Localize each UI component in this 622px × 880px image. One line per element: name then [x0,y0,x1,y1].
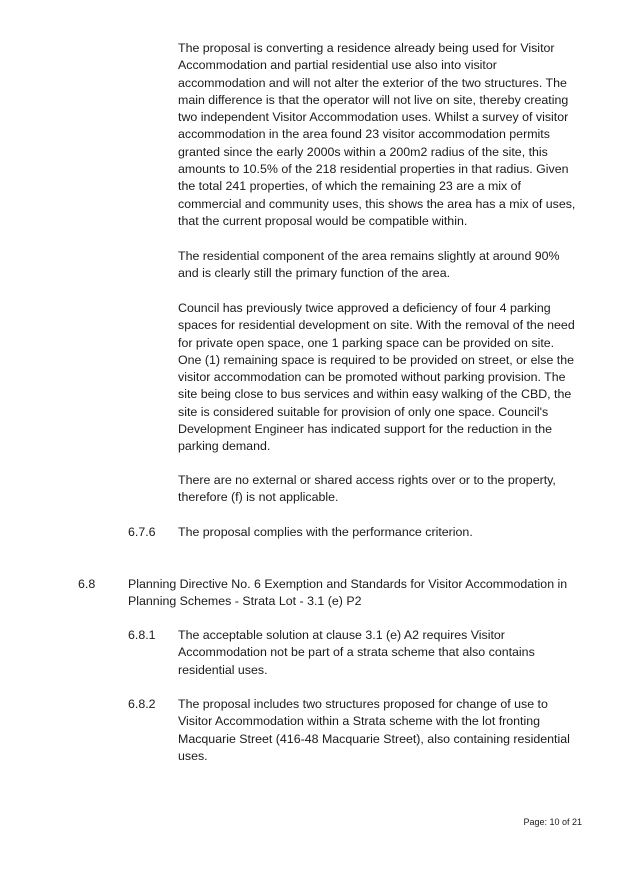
paragraph-access-rights: There are no external or shared access rights over or to the property, therefore (f) is not applicable. [178,473,556,505]
clause-number: 6.7.6 [128,525,156,539]
section-number: 6.8 [78,577,96,591]
paragraph-residential-component: The residential component of the area remains slightly at around 90% and is clearly still the primary function of the area. [178,249,560,281]
clause-number: 6.8.1 [128,628,156,642]
page-number: Page: 10 of 21 [523,817,582,827]
clause-number: 6.8.2 [128,697,156,711]
clause-text: The acceptable solution at clause 3.1 (e) A2 requires Visitor Accommodation not be part of a strata scheme that also contains residential uses. [178,628,535,677]
paragraph-visitor-accommodation-survey: The proposal is converting a residence already being used for Visitor Accommodation and partial residential use also into visitor accommodation and will not alter the exterior of the two structures. The main difference is that the operator will not live on site, thereby creating two independent Visitor Accommodation uses. Whilst a survey of visitor accommodation in the area found 23 visitor accommodation permits granted since the early 2000s within a 200m2 radius of the site, this amounts to 10.5% of the 218 residential properties in that radius. Given the total 241 properties, of which the remaining 23 are a mix of commercial and community uses, this shows the area has a mix of uses, that the current proposal would be compatible within. [178,41,576,228]
clause-text: The proposal includes two structures proposed for change of use to Visitor Accommodation within a Strata scheme with the lot fronting Macquarie Street (416-48 Macquarie Street), also containing residential uses. [178,697,570,763]
section-title: Planning Directive No. 6 Exemption and Standards for Visitor Accommodation in Planning Schemes - Strata Lot - 3.1 (e) P2 [128,577,568,609]
paragraph-parking-deficiency: Council has previously twice approved a deficiency of four 4 parking spaces for residential development on site. With the removal of the need for private open space, one 1 parking space can be provided on site. One (1) remaining space is required to be provided on street, or else the visitor accommodation can be promoted without parking provision. The site being close to bus services and within easy walking of the CBD, the site is considered suitable for provision of only one space. Council's Development Engineer has indicated support for the reduction in the parking demand. [178,301,575,454]
clause-text: The proposal complies with the performance criterion. [178,525,473,539]
